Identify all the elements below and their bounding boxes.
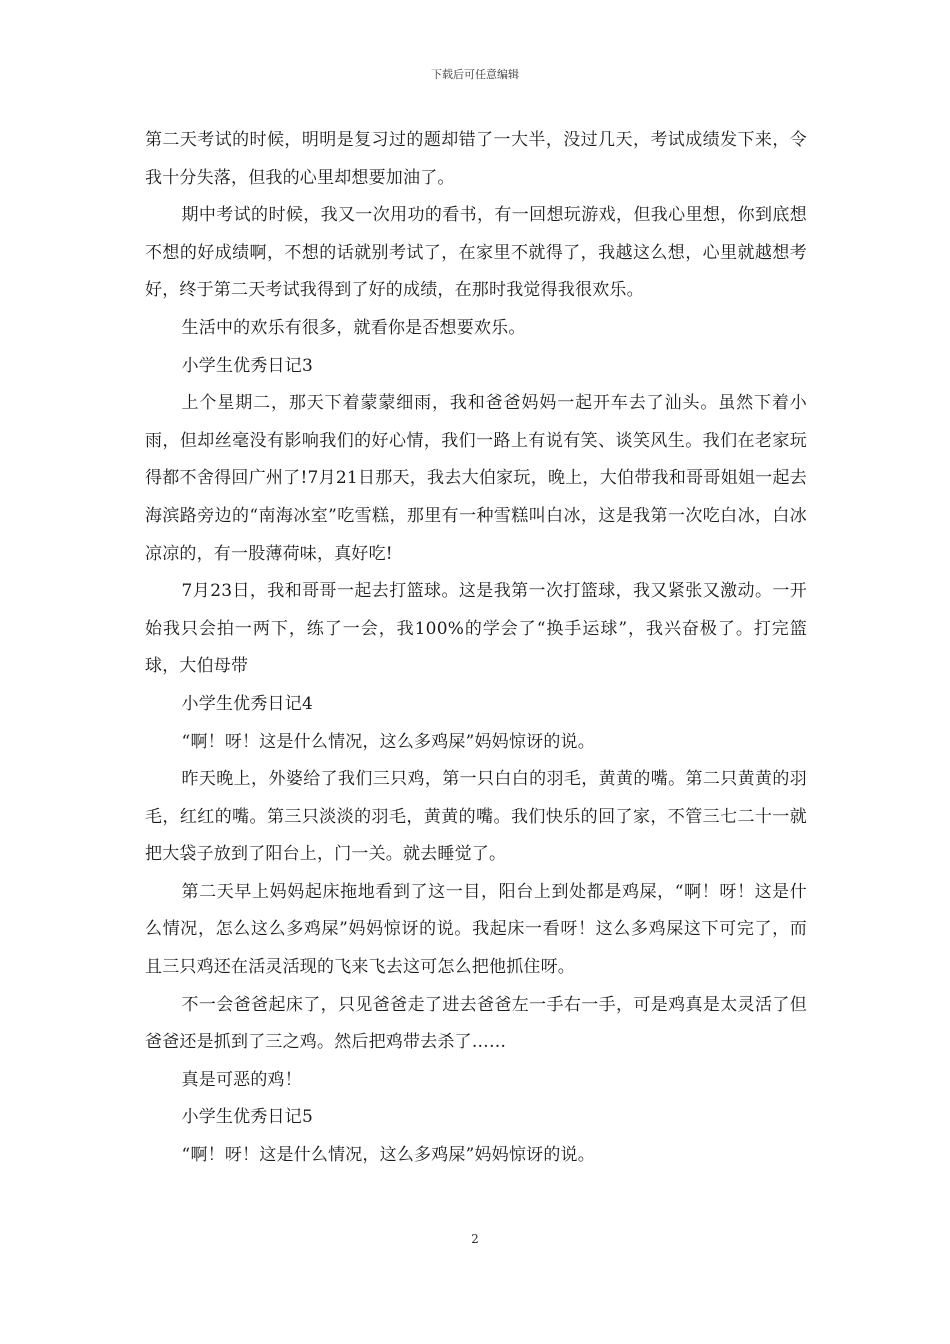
paragraph: 第二天考试的时候，明明是复习过的题却错了一大半，没过几天，考试成绩发下来，令我十分失落，但我的心里却想要加油了。 [145,130,807,188]
section-heading: 小学生优秀日记4 [181,693,313,714]
section-heading: 小学生优秀日记5 [181,1107,313,1128]
paragraph: “啊！呀！这是什么情况，这么多鸡屎”妈妈惊讶的说。 [181,1145,595,1166]
page-header: 下载后可任意编辑 [431,68,519,81]
paragraph: 上个星期二，那天下着蒙蒙细雨，我和爸爸妈妈一起开车去了汕头。虽然下着小雨，但却丝毫没有影响我们的好心情，我们一路上有说有笑、谈笑风生。我们在老家玩得都不舍得回广州了!7月21日那天，我去大伯家玩，晚上，大伯带我和哥哥姐姐一起去海滨路旁边的“南海冰室”吃雪糕，那里有一种雪糕叫白冰，这是我第一次吃白冰，白冰凉凉的，有一股薄荷味，真好吃! [145,393,807,564]
document-body [145,122,807,1175]
paragraph: 7月23日，我和哥哥一起去打篮球。这是我第一次打篮球，我又紧张又激动。一开始我只会拍一两下，练了一会，我100%的学会了“换手运球”，我兴奋极了。打完篮球，大伯母带 [145,581,807,677]
section-heading: 小学生优秀日记3 [181,355,313,376]
paragraph: 昨天晚上，外婆给了我们三只鸡，第一只白白的羽毛，黄黄的嘴。第二只黄黄的羽毛，红红的嘴。第三只淡淡的羽毛，黄黄的嘴。我们快乐的回了家，不管三七二十一就把大袋子放到了阳台上，门一关。就去睡觉了。 [145,769,807,865]
page-number: 2 [471,1232,479,1246]
paragraph: “啊！呀！这是什么情况，这么多鸡屎”妈妈惊讶的说。 [181,731,595,752]
paragraph: 第二天早上妈妈起床拖地看到了这一目，阳台上到处都是鸡屎，“啊！呀！这是什么情况，怎么这么多鸡屎”妈妈惊讶的说。我起床一看呀！这么多鸡屎这下可完了，而且三只鸡还在活灵活现的飞来飞去这可怎么把他抓住呀。 [145,881,807,978]
paragraph: 真是可恶的鸡！ [181,1069,302,1090]
paragraph: 生活中的欢乐有很多，就看你是否想要欢乐。 [181,317,526,338]
paragraph: 不一会爸爸起床了，只见爸爸走了进去爸爸左一手右一手，可是鸡真是太灵活了但爸爸还是抓到了三之鸡。然后把鸡带去杀了…… [145,994,807,1053]
paragraph: 期中考试的时候，我又一次用功的看书，有一回想玩游戏，但我心里想，你到底想不想的好成绩啊，不想的话就别考试了，在家里不就得了，我越这么想，心里就越想考好，终于第二天考试我得到了好的成绩，在那时我觉得我很欢乐。 [145,205,807,301]
